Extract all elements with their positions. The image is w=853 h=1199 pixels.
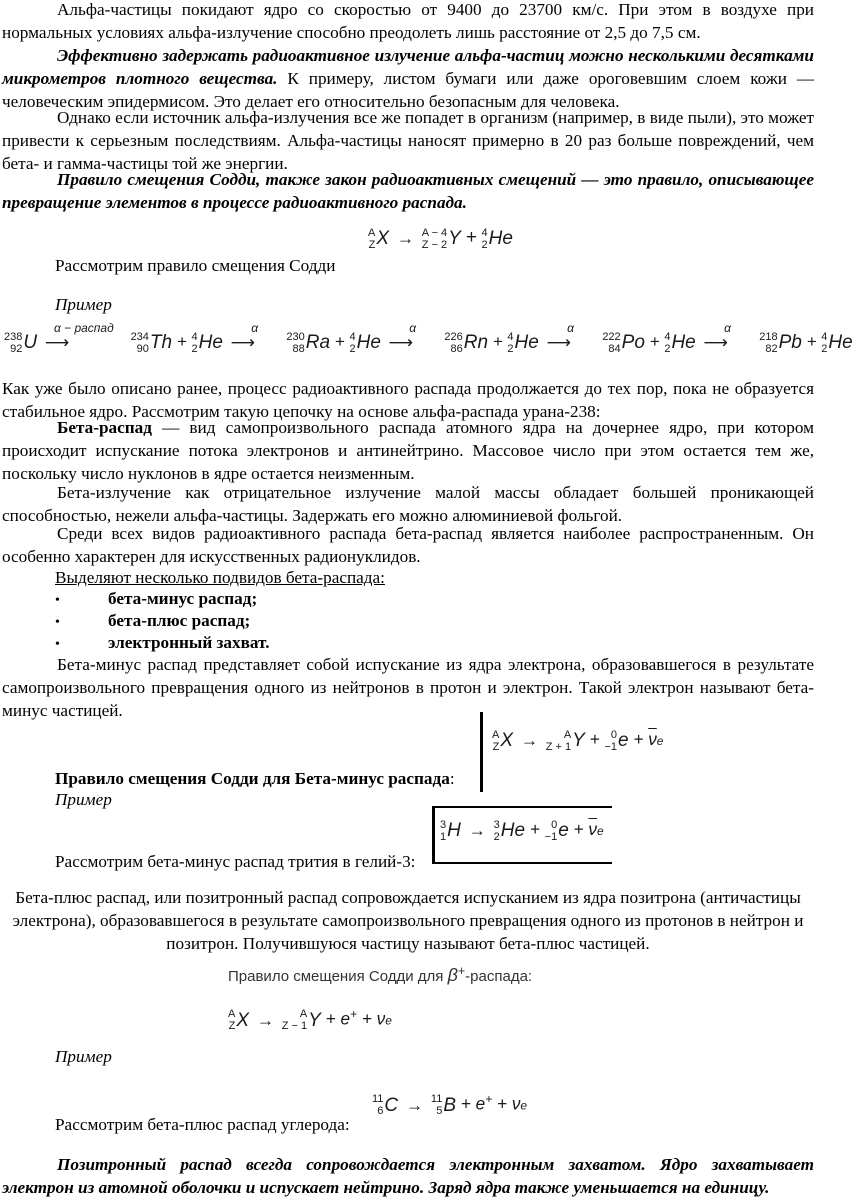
arrow-icon: →	[396, 227, 414, 248]
bullet-icon: •	[55, 615, 60, 630]
beta-plus-formula: A Z X → A Z − 1 Y + e+ + νe	[228, 1007, 392, 1033]
paragraph-alpha-shielding	[2, 44, 814, 113]
paragraph-beta-common: Среди всех видов радиоактивного распада бета-распад является наиболее распространенным. Он особенно характерен для искусственных радионуклидов.	[2, 524, 814, 566]
paragraph-beta-minus: Бета-минус распад представляет собой испускание из ядра электрона, образовавшегося в результате самопроизвольного превращения одного из нейтронов в протон и электрон. Такой электрон называют бета-минус частицей.	[2, 655, 814, 720]
paragraph-positron-capture: Позитронный распад всегда сопровождается электронным захватом. Ядро захватывает электрон из атомной оболочки и испускает нейтрино. Заряд ядра также уменьшается на единицу.	[2, 1155, 814, 1197]
bullet-icon: •	[55, 637, 60, 652]
arrow-icon: →	[256, 1009, 274, 1030]
beta-decay-term: Бета-распад	[57, 418, 152, 437]
alpha-shielding-emphasis: Эффективно задержать радиоактивное излучение альфа-частиц можно несколькими десятками микрометров плотного вещества.	[2, 46, 814, 88]
alpha-arrow: α ⟶	[230, 321, 259, 353]
formula-frame-border	[480, 712, 483, 792]
tritium-formula: 3 1 H → 3 2 He + 0 −1 $e + \overline{\nu}e$	[440, 818, 604, 843]
bullet-icon: •	[55, 593, 60, 608]
soddy-rule-label: Рассмотрим правило смещения Содди	[55, 256, 336, 275]
paragraph-decay-chain: Как уже было описано ранее, процесс радиоактивного распада продолжается до тех пор, пока не образуется стабильное ядро. Рассмотрим такую цепочку на основе альфа-распада урана-238:	[2, 379, 814, 421]
example-label-1: Пример	[55, 295, 112, 314]
arrow-icon: →	[520, 729, 538, 750]
paragraph-beta-plus: Бета-плюс распад, или позитронный распад сопровождается испусканием из ядра позитрона (античастицы электрона), образовавшегося в результате самопроизвольного превращения одного из протонов в нейтрон и позитрон. Получившуюся частицу называют бета-плюс частицей.	[12, 888, 804, 953]
alpha-decay-formula: A Z X → A − 4 Z − 2 Y + 4 2 He	[368, 226, 513, 251]
paragraph-alpha-speed: Альфа-частицы покидают ядро со скоростью от 9400 до 23700 км/с. При этом в воздухе при нормальных условиях альфа-излучение способно преодолеть лишь расстояние от 2,5 до 7,5 см.	[2, 0, 814, 42]
beta-minus-formula: A Z X → A Z + 1 Y + 0 −1 $e + \overline{\nu}e$	[492, 728, 664, 753]
beta-minus-rule-line: Правило смещения Содди для Бета-минус распада:	[55, 769, 455, 788]
alpha-arrow: α ⟶	[546, 321, 574, 353]
subtype-item: бета-плюс распад;	[108, 611, 251, 630]
alpha-arrow: α ⟶	[388, 321, 417, 353]
alpha-decay-arrow: α − распад ⟶	[44, 321, 114, 353]
example-label-2: Пример	[55, 790, 112, 809]
beta-minus-rule-label: Правило смещения Содди для Бета-минус распада	[55, 769, 450, 788]
beta-plus-rule-heading: Правило смещения Содди для β+-распада:	[228, 964, 533, 985]
alpha-shielding-text: К примеру, листом бумаги или даже ороговевшим слоем кожи — человеческим эпидермисом. Это делает его относительно безопасным для человека.	[2, 69, 815, 111]
arrow-icon: →	[405, 1094, 424, 1115]
subtypes-heading: Выделяют несколько подвидов бета-распада:	[55, 568, 385, 587]
example-label-3: Пример	[55, 1047, 112, 1066]
subtype-item: бета-минус распад;	[108, 589, 258, 608]
paragraph-soddy-definition: Правило смещения Содди, также закон радиоактивных смещений — это правило, описывающее превращение элементов в процессе радиоактивного распада.	[2, 170, 814, 212]
formula-frame-bottom	[432, 862, 612, 864]
arrow-icon: →	[468, 819, 486, 840]
carbon-label: Рассмотрим бета-плюс распад углерода:	[55, 1115, 350, 1134]
formula-frame-left	[432, 806, 435, 864]
subtype-item: электронный захват.	[108, 633, 270, 652]
uranium-decay-chain: 238 92 U α − распад ⟶ 234 90 Th + 4 2 He α ⟶ 230 88 Ra + 4 2 He α ⟶ 226 86 Rn + 4 2 He α ⟶ 222 84 Po + 4 2 He α ⟶ 218 82 Pb + 4 2 He	[4, 321, 853, 355]
paragraph-beta-decay: Бета-распад — вид самопроизвольного распада атомного ядра на дочернее ядро, при котором происходит испускание потока электронов и антинейтрино. Массовое число при этом остается тем же, поскольку число нуклонов в ядре остается неизменным.	[2, 418, 814, 483]
paragraph-alpha-danger: Однако если источник альфа-излучения все же попадет в организм (например, в виде пыли), это может привести к серьезным последствиям. Альфа-частицы наносят примерно в 20 раз больше повреждений, чем бета- и гамма-частицы той же энергии.	[2, 108, 814, 173]
paragraph-beta-penetration: Бета-излучение как отрицательное излучение малой массы обладает большей проникающей способностью, нежели альфа-частицы. Задержать его можно алюминиевой фольгой.	[2, 483, 814, 525]
formula-frame-top	[432, 806, 612, 808]
carbon-formula: 11 6 C → 11 5 B + e+ + νe	[372, 1092, 528, 1118]
tritium-label: Рассмотрим бета-минус распад трития в гелий-3:	[55, 852, 416, 871]
alpha-arrow: α ⟶	[703, 321, 731, 353]
